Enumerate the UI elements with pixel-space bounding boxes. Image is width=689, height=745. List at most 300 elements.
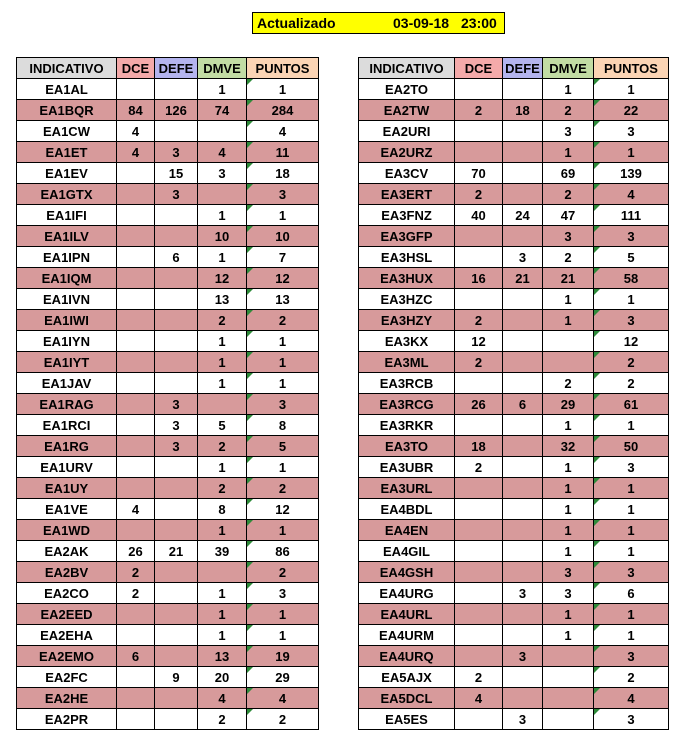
dce-cell [117,226,155,247]
puntos-cell: 4 [594,184,669,205]
defe-cell [503,667,543,688]
dmve-cell: 1 [198,583,247,604]
puntos-cell: 2 [247,310,319,331]
defe-cell [155,331,198,352]
defe-cell [155,688,198,709]
table-row [17,520,319,541]
dmve-cell: 1 [543,142,594,163]
puntos-cell: 1 [594,478,669,499]
callsign-cell: EA1AL [17,79,117,100]
puntos-cell: 58 [594,268,669,289]
callsign-cell: EA1RCI [17,415,117,436]
defe-cell [155,520,198,541]
dmve-cell [198,394,247,415]
table-row [17,604,319,625]
dmve-cell: 1 [543,625,594,646]
puntos-cell: 1 [594,520,669,541]
dce-cell [117,268,155,289]
dce-cell [455,142,503,163]
table-row [359,247,669,268]
table-row [17,436,319,457]
callsign-cell: EA4EN [359,520,455,541]
table-row [359,205,669,226]
dmve-cell: 2 [198,478,247,499]
table-row [17,625,319,646]
callsign-cell: EA3RCG [359,394,455,415]
puntos-cell: 2 [594,352,669,373]
dmve-cell: 1 [543,457,594,478]
puntos-cell: 11 [247,142,319,163]
dce-cell [455,604,503,625]
header-puntos: PUNTOS [594,58,669,79]
dce-cell [117,394,155,415]
table-row [17,562,319,583]
dmve-cell: 3 [543,121,594,142]
dce-cell [117,163,155,184]
table-row [17,289,319,310]
puntos-cell: 19 [247,646,319,667]
defe-cell: 3 [503,709,543,730]
puntos-cell: 86 [247,541,319,562]
puntos-cell: 139 [594,163,669,184]
defe-cell [155,562,198,583]
defe-cell [503,163,543,184]
dce-cell [455,562,503,583]
dce-cell: 12 [455,331,503,352]
callsign-cell: EA2TW [359,100,455,121]
header-defe: DEFE [503,58,543,79]
puntos-cell: 1 [594,604,669,625]
dmve-cell [543,352,594,373]
callsign-cell: EA1URV [17,457,117,478]
defe-cell [155,457,198,478]
dce-cell: 2 [455,352,503,373]
defe-cell [503,457,543,478]
puntos-cell: 2 [247,709,319,730]
dce-cell [455,289,503,310]
table-row [17,373,319,394]
header-dce: DCE [455,58,503,79]
table-row [17,79,319,100]
puntos-cell: 7 [247,247,319,268]
defe-cell [155,583,198,604]
callsign-cell: EA2EMO [17,646,117,667]
puntos-cell: 1 [247,79,319,100]
callsign-cell: EA3HZC [359,289,455,310]
dce-cell [455,121,503,142]
table-row [359,352,669,373]
callsign-cell: EA3CV [359,163,455,184]
puntos-cell: 61 [594,394,669,415]
dce-cell [455,478,503,499]
callsign-cell: EA3KX [359,331,455,352]
dce-cell: 2 [455,310,503,331]
table-body-right [359,79,669,730]
defe-cell [503,79,543,100]
puntos-cell: 3 [594,709,669,730]
dce-cell [455,583,503,604]
callsign-cell: EA1EV [17,163,117,184]
puntos-cell: 2 [594,373,669,394]
dce-cell [455,79,503,100]
table-row [359,142,669,163]
puntos-cell: 12 [247,499,319,520]
dce-cell [117,436,155,457]
dce-cell [455,520,503,541]
puntos-cell: 1 [247,604,319,625]
defe-cell: 24 [503,205,543,226]
dmve-cell: 1 [543,79,594,100]
table-row [359,562,669,583]
puntos-cell: 3 [247,583,319,604]
table-row [17,646,319,667]
table-row [17,352,319,373]
callsign-cell: EA1RAG [17,394,117,415]
callsign-cell: EA5ES [359,709,455,730]
puntos-cell: 1 [247,352,319,373]
table-row [17,667,319,688]
dmve-cell: 3 [543,562,594,583]
dce-cell [117,310,155,331]
dmve-cell: 8 [198,499,247,520]
callsign-cell: EA4URL [359,604,455,625]
header-defe: DEFE [155,58,198,79]
dmve-cell [198,184,247,205]
table-row [17,457,319,478]
defe-cell [155,79,198,100]
callsign-cell: EA3ML [359,352,455,373]
puntos-cell: 1 [247,520,319,541]
dce-cell [117,709,155,730]
table-row [17,163,319,184]
puntos-cell: 3 [594,457,669,478]
dmve-cell: 2 [543,247,594,268]
dce-cell [455,625,503,646]
callsign-cell: EA2FC [17,667,117,688]
defe-cell: 3 [503,646,543,667]
update-date: 03-09-18 [393,15,450,31]
dmve-cell: 1 [543,478,594,499]
defe-cell: 21 [155,541,198,562]
dce-cell: 4 [117,121,155,142]
dmve-cell: 1 [198,520,247,541]
dmve-cell: 1 [543,520,594,541]
dmve-cell: 1 [198,247,247,268]
defe-cell [155,373,198,394]
table-row [17,205,319,226]
puntos-cell: 3 [594,562,669,583]
dce-cell: 2 [117,583,155,604]
defe-cell [155,289,198,310]
dmve-cell: 1 [198,331,247,352]
puntos-cell: 8 [247,415,319,436]
callsign-cell: EA1IVN [17,289,117,310]
puntos-cell: 22 [594,100,669,121]
dce-cell [117,289,155,310]
callsign-cell: EA2EED [17,604,117,625]
callsign-cell: EA4URM [359,625,455,646]
callsign-cell: EA4GSH [359,562,455,583]
callsign-cell: EA4URQ [359,646,455,667]
puntos-cell: 4 [247,688,319,709]
dce-cell: 40 [455,205,503,226]
callsign-cell: EA2URI [359,121,455,142]
scores-table-left [16,57,319,730]
dce-cell: 4 [117,499,155,520]
defe-cell [503,142,543,163]
puntos-cell: 5 [247,436,319,457]
callsign-cell: EA4GIL [359,541,455,562]
dmve-cell: 1 [543,310,594,331]
defe-cell [155,205,198,226]
dce-cell: 70 [455,163,503,184]
update-label: Actualizado [257,15,336,31]
puntos-cell: 1 [594,499,669,520]
callsign-cell: EA1WD [17,520,117,541]
table-row [359,499,669,520]
table-row [17,142,319,163]
dmve-cell: 32 [543,436,594,457]
callsign-cell: EA1IYT [17,352,117,373]
table-row [359,394,669,415]
dce-cell [455,373,503,394]
dce-cell [455,415,503,436]
table-row [17,415,319,436]
dmve-cell: 5 [198,415,247,436]
dmve-cell: 2 [198,709,247,730]
dmve-cell: 1 [198,625,247,646]
callsign-cell: EA2CO [17,583,117,604]
dce-cell [117,415,155,436]
table-row [17,499,319,520]
callsign-cell: EA2EHA [17,625,117,646]
defe-cell [503,373,543,394]
table-row [17,583,319,604]
table-row [359,289,669,310]
dmve-cell [543,709,594,730]
callsign-cell: EA1GTX [17,184,117,205]
table-row [17,331,319,352]
callsign-cell: EA3HSL [359,247,455,268]
dmve-cell: 1 [543,499,594,520]
defe-cell [503,415,543,436]
header-dmve: DMVE [543,58,594,79]
defe-cell [503,541,543,562]
defe-cell [155,499,198,520]
update-time: 23:00 [461,15,497,31]
dmve-cell: 13 [198,289,247,310]
table-row [359,541,669,562]
defe-cell [155,310,198,331]
dmve-cell: 12 [198,268,247,289]
dce-cell: 2 [117,562,155,583]
scores-table-right [358,57,669,730]
defe-cell [503,604,543,625]
table-row [359,331,669,352]
defe-cell [503,688,543,709]
dce-cell: 4 [455,688,503,709]
callsign-cell: EA1BQR [17,100,117,121]
table-row [359,373,669,394]
defe-cell [155,709,198,730]
puntos-cell: 4 [594,688,669,709]
defe-cell [503,562,543,583]
callsign-cell: EA3UBR [359,457,455,478]
dce-cell [117,373,155,394]
table-row [17,541,319,562]
defe-cell [503,289,543,310]
puntos-cell: 29 [247,667,319,688]
table-row [17,226,319,247]
puntos-cell: 1 [594,142,669,163]
callsign-cell: EA1IPN [17,247,117,268]
dce-cell [455,646,503,667]
dmve-cell: 2 [543,373,594,394]
puntos-cell: 1 [247,457,319,478]
callsign-cell: EA3GFP [359,226,455,247]
defe-cell [503,121,543,142]
table-row [359,604,669,625]
defe-cell: 21 [503,268,543,289]
defe-cell [155,352,198,373]
defe-cell [503,625,543,646]
dce-cell [117,625,155,646]
dmve-cell: 69 [543,163,594,184]
puntos-cell: 3 [247,394,319,415]
dce-cell: 4 [117,142,155,163]
table-row [359,457,669,478]
puntos-cell: 12 [247,268,319,289]
table-row [17,709,319,730]
dmve-cell: 1 [198,79,247,100]
defe-cell [503,184,543,205]
dmve-cell: 10 [198,226,247,247]
dmve-cell [543,646,594,667]
callsign-cell: EA2HE [17,688,117,709]
dce-cell [455,499,503,520]
update-banner [252,12,505,34]
defe-cell: 3 [155,184,198,205]
dce-cell: 6 [117,646,155,667]
puntos-cell: 3 [247,184,319,205]
table-row [17,688,319,709]
callsign-cell: EA5DCL [359,688,455,709]
callsign-cell: EA3TO [359,436,455,457]
dmve-cell [198,562,247,583]
dce-cell [117,478,155,499]
callsign-cell: EA2PR [17,709,117,730]
dmve-cell [543,688,594,709]
puntos-cell: 50 [594,436,669,457]
table-row [359,667,669,688]
puntos-cell: 4 [247,121,319,142]
puntos-cell: 1 [594,79,669,100]
dce-cell [455,247,503,268]
dmve-cell: 3 [543,583,594,604]
callsign-cell: EA1ILV [17,226,117,247]
dmve-cell: 1 [198,205,247,226]
puntos-cell: 1 [247,625,319,646]
dmve-cell: 1 [198,457,247,478]
dmve-cell: 3 [198,163,247,184]
callsign-cell: EA2AK [17,541,117,562]
callsign-cell: EA2URZ [359,142,455,163]
header-dce: DCE [117,58,155,79]
dce-cell [455,226,503,247]
puntos-cell: 1 [247,205,319,226]
defe-cell: 3 [503,247,543,268]
callsign-cell: EA1UY [17,478,117,499]
dmve-cell: 1 [543,289,594,310]
dce-cell: 84 [117,100,155,121]
callsign-cell: EA4URG [359,583,455,604]
table-row [359,268,669,289]
dce-cell [117,352,155,373]
header-indicativo: INDICATIVO [359,58,455,79]
dmve-cell: 2 [198,436,247,457]
table-row [17,310,319,331]
dmve-cell: 2 [543,184,594,205]
table-row [17,100,319,121]
dmve-cell: 1 [198,352,247,373]
table-row [359,709,669,730]
table-row [17,478,319,499]
dmve-cell: 47 [543,205,594,226]
defe-cell: 6 [155,247,198,268]
defe-cell [503,352,543,373]
defe-cell [503,499,543,520]
puntos-cell: 18 [247,163,319,184]
defe-cell: 3 [155,394,198,415]
dce-cell: 2 [455,457,503,478]
callsign-cell: EA3URL [359,478,455,499]
table-row [359,121,669,142]
defe-cell [503,226,543,247]
table-row [17,268,319,289]
callsign-cell: EA3HUX [359,268,455,289]
defe-cell [155,646,198,667]
dmve-cell: 29 [543,394,594,415]
dmve-cell: 2 [543,100,594,121]
table-row [359,100,669,121]
table-row [359,436,669,457]
dmve-cell: 1 [543,604,594,625]
dmve-cell: 4 [198,688,247,709]
puntos-cell: 1 [247,373,319,394]
dmve-cell [198,121,247,142]
defe-cell: 18 [503,100,543,121]
puntos-cell: 3 [594,310,669,331]
callsign-cell: EA1ET [17,142,117,163]
callsign-cell: EA1IWI [17,310,117,331]
callsign-cell: EA3RCB [359,373,455,394]
dmve-cell: 3 [543,226,594,247]
dmve-cell: 1 [198,373,247,394]
table-row [359,646,669,667]
dce-cell: 2 [455,667,503,688]
dmve-cell: 2 [198,310,247,331]
dce-cell: 2 [455,184,503,205]
puntos-cell: 3 [594,646,669,667]
dce-cell [117,205,155,226]
dce-cell [117,667,155,688]
table-row [17,121,319,142]
callsign-cell: EA2BV [17,562,117,583]
puntos-cell: 1 [594,415,669,436]
defe-cell [155,226,198,247]
table-row [359,163,669,184]
callsign-cell: EA3ERT [359,184,455,205]
